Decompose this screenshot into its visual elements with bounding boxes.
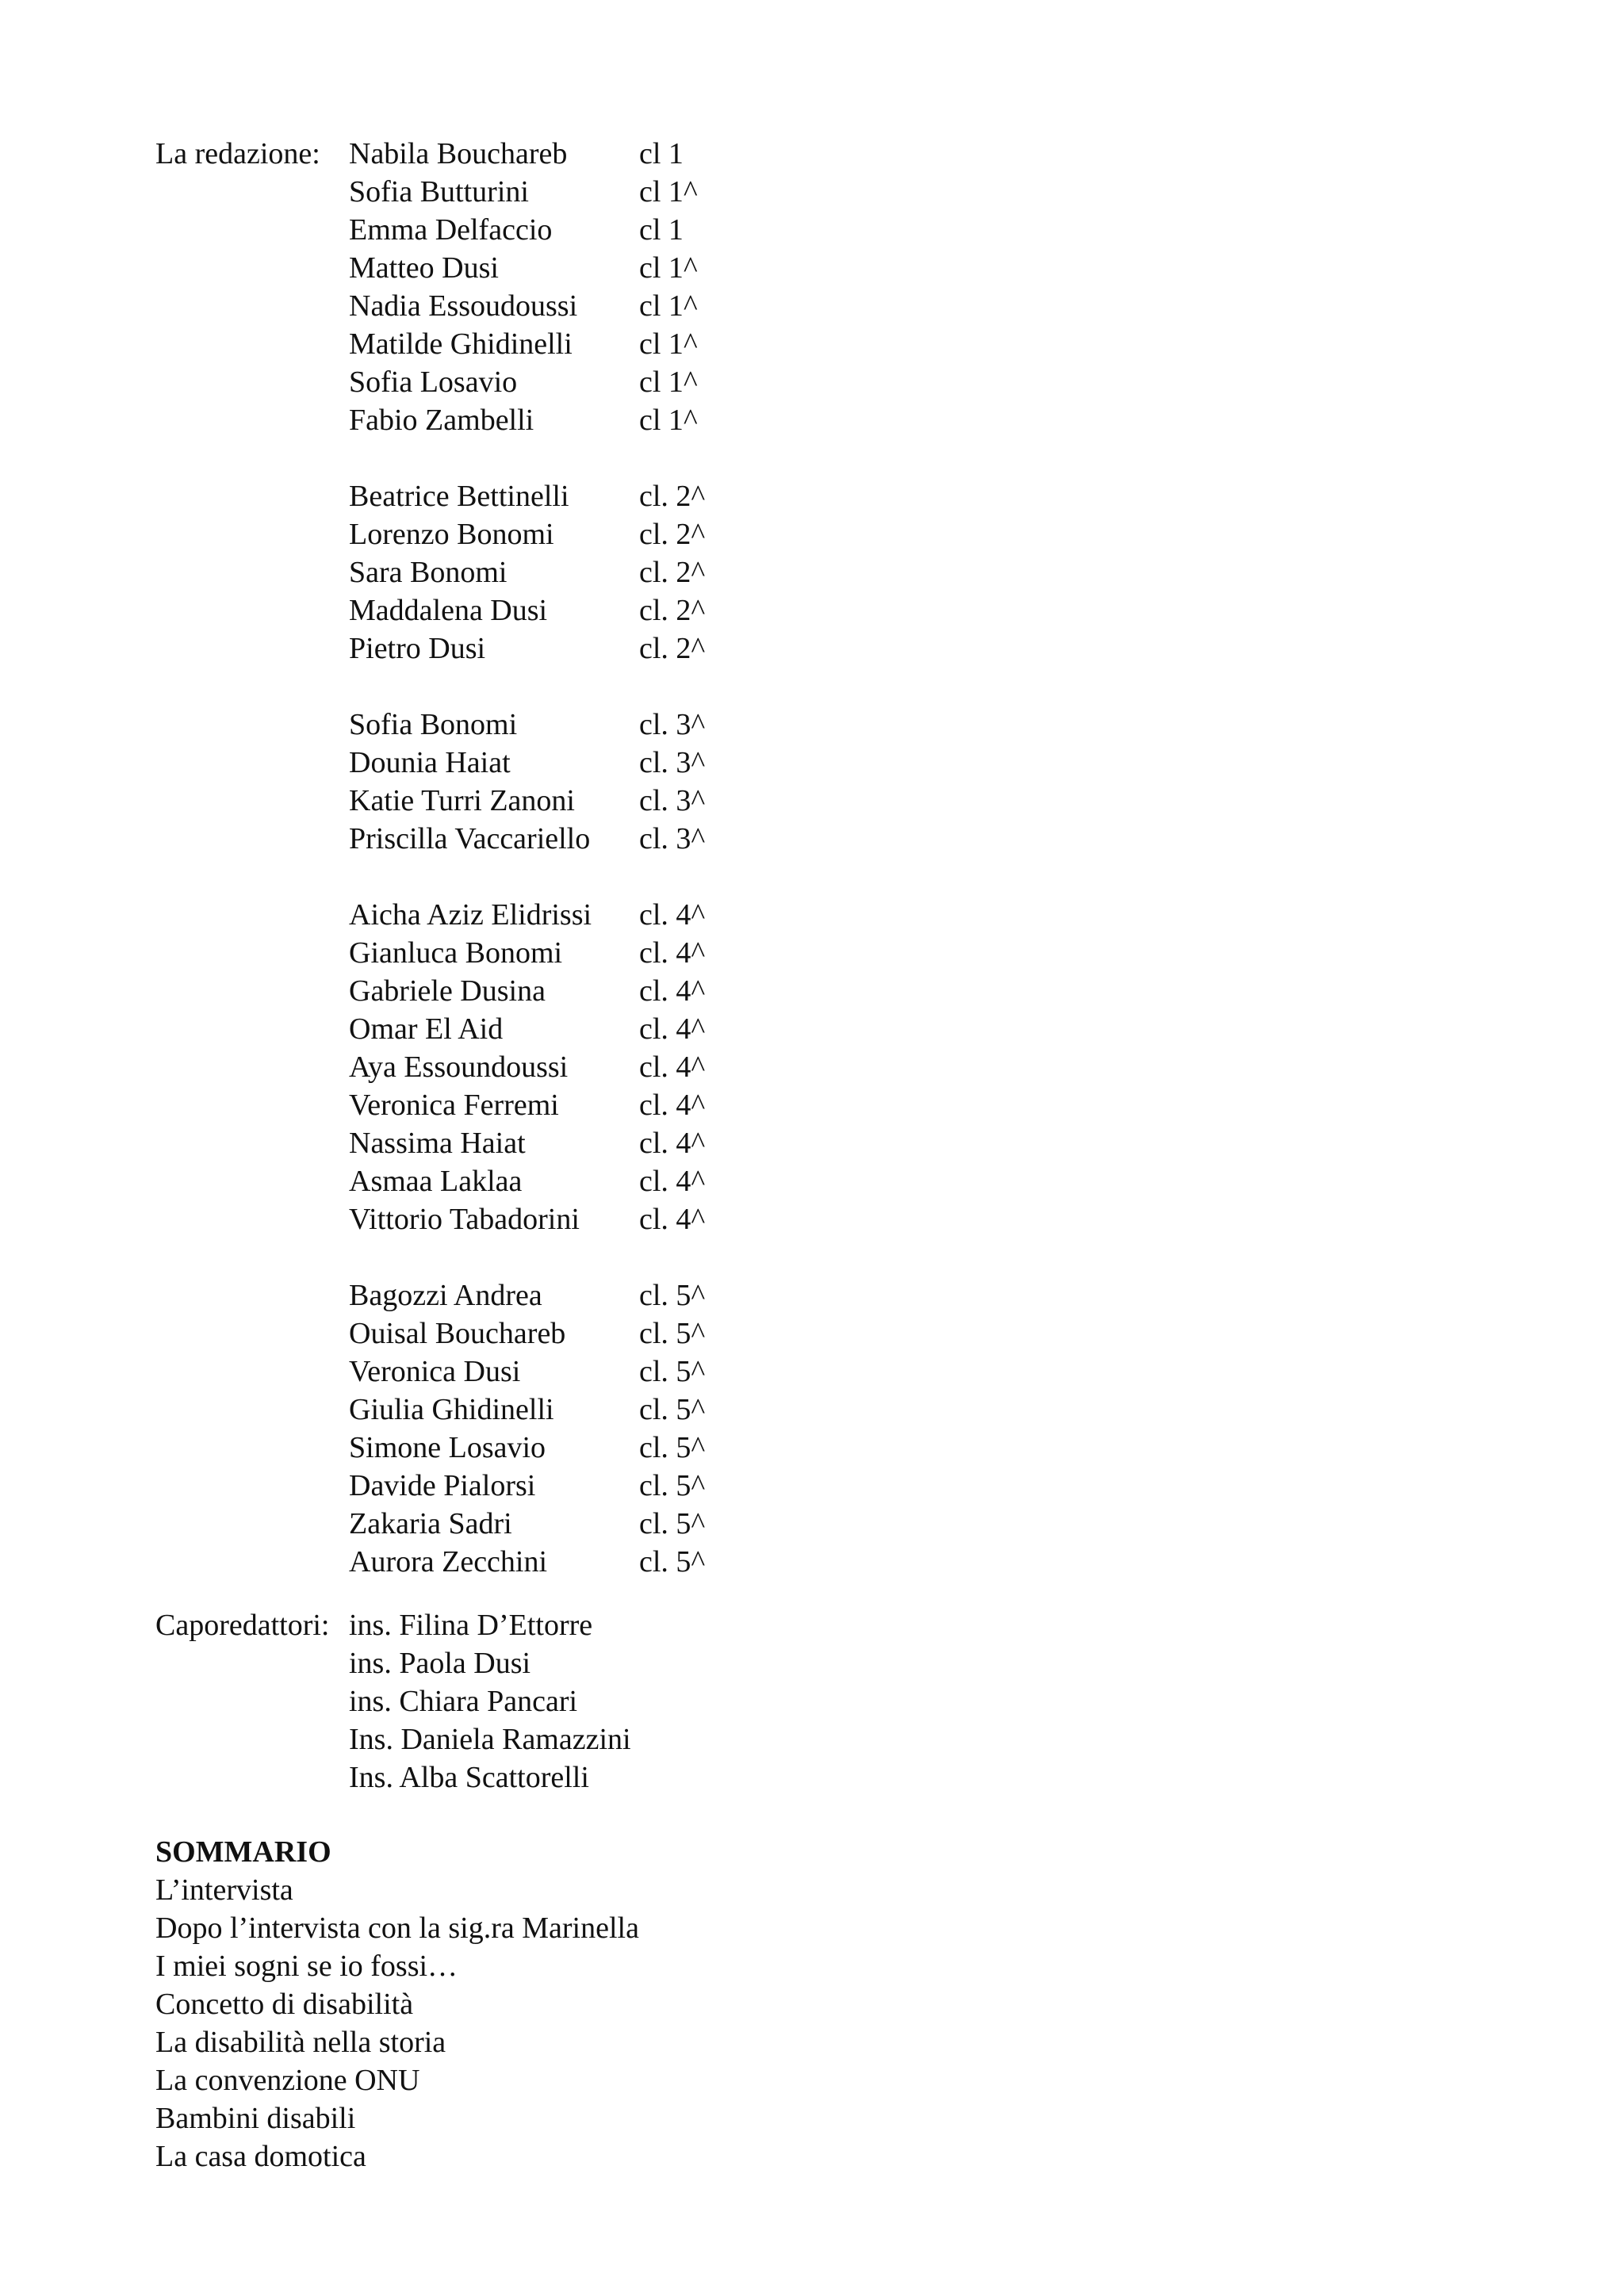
staff-name: Sara Bonomi bbox=[349, 556, 508, 589]
chief-editors-list bbox=[349, 1606, 631, 1797]
staff-name: Aya Essoundoussi bbox=[349, 1050, 569, 1084]
staff-name: Aicha Aziz Elidrissi bbox=[349, 898, 592, 932]
staff-name: Davide Pialorsi bbox=[349, 1469, 536, 1502]
staff-class: cl. 5^ bbox=[639, 1431, 706, 1464]
summary-item: L’intervista bbox=[155, 1873, 293, 1907]
staff-class: cl. 5^ bbox=[639, 1279, 706, 1312]
staff-name: Gianluca Bonomi bbox=[349, 936, 563, 970]
summary-section bbox=[155, 1833, 639, 2175]
staff-name: Aurora Zecchini bbox=[349, 1545, 548, 1578]
staff-name: Zakaria Sadri bbox=[349, 1507, 512, 1540]
chief-editor-name: Ins. Alba Scattorelli bbox=[349, 1761, 589, 1794]
staff-name: Asmaa Laklaa bbox=[349, 1165, 523, 1198]
staff-name: Katie Turri Zanoni bbox=[349, 784, 575, 817]
staff-class: cl. 4^ bbox=[639, 974, 706, 1008]
summary-item: I miei sogni se io fossi… bbox=[155, 1950, 458, 1983]
staff-class: cl 1 bbox=[639, 137, 684, 170]
staff-class: cl. 5^ bbox=[639, 1317, 706, 1350]
staff-class: cl. 5^ bbox=[639, 1545, 706, 1578]
summary-item: Dopo l’intervista con la sig.ra Marinella bbox=[155, 1911, 639, 1945]
summary-title: SOMMARIO bbox=[155, 1835, 331, 1869]
staff-name: Giulia Ghidinelli bbox=[349, 1393, 554, 1426]
staff-name: Matilde Ghidinelli bbox=[349, 327, 573, 361]
staff-class: cl. 3^ bbox=[639, 746, 706, 779]
staff-class: cl. 4^ bbox=[639, 1165, 706, 1198]
staff-name: Dounia Haiat bbox=[349, 746, 511, 779]
staff-class: cl 1^ bbox=[639, 365, 698, 399]
staff-class: cl. 2^ bbox=[639, 556, 706, 589]
staff-class: cl. 3^ bbox=[639, 784, 706, 817]
staff-class: cl. 2^ bbox=[639, 632, 706, 665]
staff-name: Gabriele Dusina bbox=[349, 974, 546, 1008]
staff-class: cl. 4^ bbox=[639, 1127, 706, 1160]
chief-editor-name: ins. Chiara Pancari bbox=[349, 1685, 578, 1718]
staff-name: Veronica Dusi bbox=[349, 1355, 521, 1388]
summary-item: La convenzione ONU bbox=[155, 2064, 420, 2097]
staff-class: cl. 4^ bbox=[639, 1089, 706, 1122]
staff-name: Simone Losavio bbox=[349, 1431, 546, 1464]
chief-editor-name: ins. Filina D’Ettorre bbox=[349, 1609, 593, 1642]
staff-name: Priscilla Vaccariello bbox=[349, 822, 591, 855]
staff-class: cl 1^ bbox=[639, 175, 698, 209]
summary-item: Concetto di disabilità bbox=[155, 1988, 414, 2021]
staff-name: Maddalena Dusi bbox=[349, 594, 548, 627]
staff-class: cl 1^ bbox=[639, 251, 698, 285]
summary-item: La disabilità nella storia bbox=[155, 2026, 446, 2059]
staff-name: Sofia Bonomi bbox=[349, 708, 518, 741]
staff-class: cl. 5^ bbox=[639, 1393, 706, 1426]
staff-name: Pietro Dusi bbox=[349, 632, 486, 665]
summary-item: Bambini disabili bbox=[155, 2102, 356, 2135]
staff-name: Veronica Ferremi bbox=[349, 1089, 559, 1122]
staff-class: cl. 4^ bbox=[639, 1012, 706, 1046]
staff-class: cl. 2^ bbox=[639, 594, 706, 627]
redazione-label: La redazione: bbox=[155, 137, 320, 170]
chief-editor-name: Ins. Daniela Ramazzini bbox=[349, 1723, 631, 1756]
staff-name: Vittorio Tabadorini bbox=[349, 1203, 580, 1236]
staff-class: cl. 5^ bbox=[639, 1507, 706, 1540]
staff-name: Sofia Butturini bbox=[349, 175, 529, 209]
chief-editor-name: ins. Paola Dusi bbox=[349, 1647, 531, 1680]
staff-name: Omar El Aid bbox=[349, 1012, 504, 1046]
caporedattori-label: Caporedattori: bbox=[155, 1609, 330, 1642]
staff-class: cl. 3^ bbox=[639, 822, 706, 855]
summary-item: La casa domotica bbox=[155, 2140, 366, 2173]
staff-class: cl 1 bbox=[639, 213, 684, 247]
staff-name: Nassima Haiat bbox=[349, 1127, 526, 1160]
staff-class: cl. 5^ bbox=[639, 1355, 706, 1388]
staff-class: cl. 5^ bbox=[639, 1469, 706, 1502]
staff-class: cl 1^ bbox=[639, 289, 698, 323]
staff-name: Bagozzi Andrea bbox=[349, 1279, 542, 1312]
staff-name: Emma Delfaccio bbox=[349, 213, 553, 247]
staff-name: Lorenzo Bonomi bbox=[349, 518, 554, 551]
staff-class: cl. 2^ bbox=[639, 480, 706, 513]
staff-class: cl. 4^ bbox=[639, 898, 706, 932]
staff-name: Matteo Dusi bbox=[349, 251, 499, 285]
staff-class: cl. 4^ bbox=[639, 1050, 706, 1084]
staff-class: cl. 2^ bbox=[639, 518, 706, 551]
staff-name: Nabila Bouchareb bbox=[349, 137, 568, 170]
staff-class: cl. 4^ bbox=[639, 1203, 706, 1236]
summary-list bbox=[155, 1871, 639, 2175]
staff-class: cl 1^ bbox=[639, 404, 698, 437]
staff-name: Sofia Losavio bbox=[349, 365, 518, 399]
staff-name: Fabio Zambelli bbox=[349, 404, 534, 437]
staff-class: cl. 3^ bbox=[639, 708, 706, 741]
staff-name: Nadia Essoudoussi bbox=[349, 289, 578, 323]
staff-name: Ouisal Bouchareb bbox=[349, 1317, 566, 1350]
staff-class: cl. 4^ bbox=[639, 936, 706, 970]
staff-name: Beatrice Bettinelli bbox=[349, 480, 569, 513]
staff-class: cl 1^ bbox=[639, 327, 698, 361]
